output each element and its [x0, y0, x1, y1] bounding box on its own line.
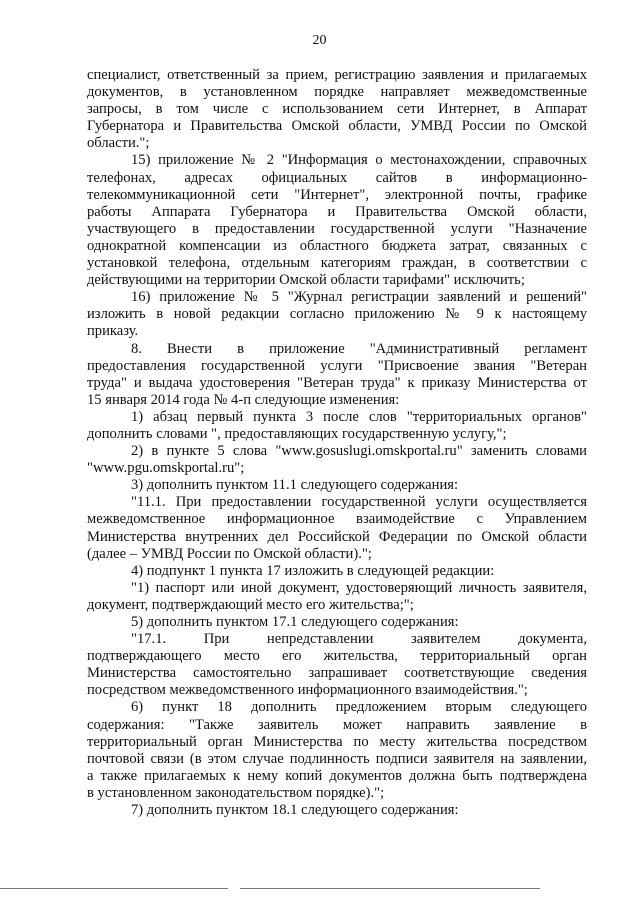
text-line: 2) в пункте 5 слова "www.gosuslugi.omskportal.ru" заменить словами	[131, 443, 587, 460]
text-line: Министерства внутренних дел Российской Федерации по Омской области	[87, 528, 587, 545]
text-line: документов, в установленном порядке направляет межведомственные	[87, 84, 587, 101]
text-line: территориальный орган Министерства по месту жительства посредством	[87, 733, 587, 750]
text-line: специалист, ответственный за прием, регистрацию заявления и прилагаемых	[87, 67, 587, 83]
bottom-edge-artifact	[240, 888, 540, 889]
text-line: телекоммуникационной сети "Интернет", электронной почты, графике	[87, 186, 587, 203]
text-line: а также прилагаемых к нему копий документов должна быть подтверждена	[87, 767, 587, 784]
text-line: 7) дополнить пунктом 18.1 следующего содержания:	[131, 802, 459, 819]
text-line: телефонах, адресах официальных сайтов в информационно-	[87, 169, 587, 186]
page-number: 20	[312, 33, 327, 48]
text-line: подтверждающего место его жительства, территориальный орган	[87, 648, 587, 665]
text-line: области.";	[87, 135, 150, 152]
text-line: содержания: "Также заявитель может направить заявление в	[87, 716, 587, 733]
text-line: 16) приложение № 5 "Журнал регистрации заявлений и решений"	[131, 289, 587, 306]
text-line: 15) приложение № 2 "Информация о местонахождении, справочных	[131, 152, 587, 169]
text-line: почтовой связи (в этом случае подлинность подписи заявителя на заявлении,	[87, 750, 587, 767]
document-body	[87, 67, 587, 819]
text-line: работы Аппарата Губернатора и Правительства Омской области,	[87, 203, 587, 220]
text-line: документ, подтверждающий место его жительства;";	[87, 596, 414, 613]
text-line: 3) дополнить пунктом 11.1 следующего содержания:	[131, 477, 459, 494]
text-line: Губернатора и Правительства Омской области, УМВД России по Омской	[87, 118, 587, 135]
text-line: Министерства самостоятельно запрашивает соответствующие сведения	[87, 665, 587, 682]
text-line: "17.1. При непредставлении заявителем документа,	[131, 631, 587, 648]
text-line: приказу.	[87, 323, 139, 340]
text-line: запросы, в том числе с использованием сети Интернет, в Аппарат	[87, 101, 587, 118]
text-line: "1) паспорт или иной документ, удостоверяющий личность заявителя,	[131, 579, 587, 596]
text-line: действующими на территории Омской области тарифами" исключить;	[87, 272, 525, 289]
text-line: 8. Внести в приложение "Административный регламент	[131, 340, 587, 357]
text-line: предоставления государственной услуги "Присвоение звания "Ветеран	[87, 357, 587, 374]
text-line: межведомственное информационное взаимодействие с Управлением	[87, 511, 587, 528]
text-line: 6) пункт 18 дополнить предложением вторым следующего	[131, 699, 587, 716]
text-line: труда" и выдача удостоверения "Ветеран труда" к приказу Министерства от	[87, 374, 587, 391]
text-line: 5) дополнить пунктом 17.1 следующего содержания:	[131, 614, 459, 630]
text-line: 4) подпункт 1 пункта 17 изложить в следующей редакции:	[131, 562, 495, 579]
text-line: "11.1. При предоставлении государственной услуги осуществляется	[131, 494, 587, 511]
text-line: однократной компенсации из областного бюджета затрат, связанных с	[87, 237, 587, 254]
text-line: "www.pgu.omskportal.ru";	[87, 460, 245, 477]
text-line: 1) абзац первый пункта 3 после слов "территориальных органов"	[131, 408, 587, 425]
text-line: изложить в новой редакции согласно приложению № 9 к настоящему	[87, 306, 587, 323]
text-line: в установленном законодательством порядке).";	[87, 784, 385, 801]
text-line: 15 января 2014 года № 4-п следующие изменения:	[87, 391, 400, 408]
text-line: посредством межведомственного информационного взаимодействия.";	[87, 682, 528, 699]
text-line: участвующего в предоставлении государственной услуги "Назначение	[87, 220, 587, 237]
text-line: (далее – УМВД России по Омской области).";	[87, 545, 372, 562]
text-line: дополнить словами ", предоставляющих государственную услугу,";	[87, 425, 507, 442]
bottom-edge-artifact	[0, 888, 228, 889]
text-line: установкой телефона, отдельным категориям граждан, в соответствии с	[87, 255, 587, 272]
